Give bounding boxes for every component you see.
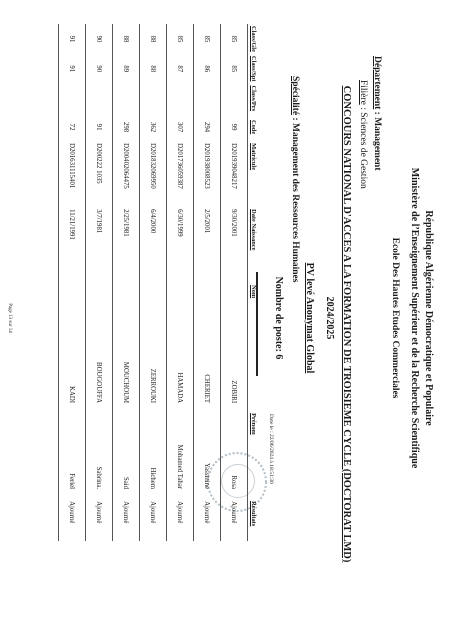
specialite-line (290, 76, 300, 282)
header-date-naissance: Date Naissance (250, 209, 257, 251)
table-row (113, 24, 140, 541)
cell-resultat: Ajourné (113, 499, 140, 541)
cell-class-spt: 87 (167, 54, 194, 84)
cell-class-gle: 85 (194, 24, 221, 54)
cell-class-prs (59, 84, 86, 114)
cell-code: 298 (113, 113, 140, 141)
cell-class-gle: 88 (140, 24, 167, 54)
table-header-row (248, 24, 265, 541)
results-table (58, 24, 264, 541)
header-resultats: Résultats (250, 501, 257, 527)
cell-class-gle: 90 (86, 24, 113, 54)
cell-resultat: Ajourné (59, 499, 86, 541)
cell-code: 294 (194, 113, 221, 141)
date-line: Date le : 22/06/2024 à 18:51:30 (268, 414, 274, 484)
cell-prenom: Said (113, 411, 140, 499)
cell-matricule: D201631115401 (59, 141, 86, 207)
cell-date-naissance: 6/30/1999 (167, 207, 194, 283)
filiere-line (358, 80, 368, 189)
cell-resultat: Ajourné (140, 499, 167, 541)
cell-class-prs (86, 84, 113, 114)
header-matricule: Matricule (250, 143, 257, 171)
cell-matricule: D201832069950 (140, 141, 167, 207)
table-row (167, 24, 194, 541)
academic-year: 2024/2025 (324, 296, 335, 340)
cell-class-prs (113, 84, 140, 114)
cell-matricule: D201736059387 (167, 141, 194, 207)
cell-class-spt: 88 (140, 54, 167, 84)
cell-class-gle: 85 (167, 24, 194, 54)
cell-class-spt: 91 (59, 54, 86, 84)
cell-resultat: Ajourné (194, 499, 221, 541)
specialite-value: : Management des Ressources Humaines (290, 117, 300, 283)
cell-prenom: Feriel (59, 411, 86, 499)
cell-nom: ZERROUKI (140, 283, 167, 411)
cell-class-gle: 85 (221, 24, 248, 54)
cell-date-naissance: 11/21/1991 (59, 207, 86, 283)
cell-class-gle: 88 (113, 24, 140, 54)
filiere-value: : Sciences de Gestion (358, 107, 368, 189)
cell-nom: ZOBIRI (221, 283, 248, 411)
ministry-heading: Ministère de l’Enseignement Supérieur et de la Recherche Scientifique (409, 167, 420, 469)
cell-class-spt: 89 (113, 54, 140, 84)
cell-class-spt: 85 (221, 54, 248, 84)
cell-matricule: D200222 1035 (86, 141, 113, 207)
cell-resultat: Ajourné (221, 499, 248, 541)
header-prenom: Prénom (250, 413, 257, 435)
cell-date-naissance: 3/7/1981 (86, 207, 113, 283)
nombre-postes: Nombre de poste: 6 (273, 276, 284, 360)
cell-code: 307 (167, 113, 194, 141)
header-class-prs: Class/Prs (250, 85, 257, 112)
page-number: Page 13 sur 14 (7, 303, 12, 333)
cell-class-spt: 90 (86, 54, 113, 84)
concours-title: CONCOURS NATIONAL D'ACCES A LA FORMATION DE TROISIEME CYCLE (DOCTORAT LMD) (341, 85, 352, 563)
departement-label: Département (372, 56, 382, 110)
cell-code: 91 (86, 113, 113, 141)
cell-class-spt: 86 (194, 54, 221, 84)
cell-resultat: Ajourné (86, 499, 113, 541)
cell-matricule: D201939048217 (221, 141, 248, 207)
cell-class-prs (221, 84, 248, 114)
cell-nom: HAMADA (167, 283, 194, 411)
table-row (86, 24, 113, 541)
cell-code: 362 (140, 113, 167, 141)
cell-class-prs (194, 84, 221, 114)
cell-date-naissance: 2/25/1981 (113, 207, 140, 283)
school-heading: Ecole Des Hautes Etudes Commerciales (390, 237, 400, 399)
header-nom: Nom (250, 285, 257, 299)
specialite-label: Spécialité (290, 76, 300, 116)
header-code: Code (250, 119, 257, 135)
table-row (221, 24, 248, 541)
cell-date-naissance: 6/4/2000 (140, 207, 167, 283)
cell-nom: MOUCHOUM (113, 283, 140, 411)
header-class-spt: Class/Spt (250, 55, 257, 82)
cell-date-naissance: 2/5/2001 (194, 207, 221, 283)
table-row (59, 24, 86, 541)
cell-nom: BOUGOUFFA (86, 283, 113, 411)
cell-prenom: Hichem (140, 411, 167, 499)
cell-code: 72 (59, 113, 86, 141)
departement-value: : Management (372, 111, 382, 171)
cell-nom: KADI (59, 283, 86, 411)
cell-prenom: Rosa (221, 411, 248, 499)
header-class-gle: Class/Gle (250, 26, 257, 52)
cell-matricule: D201938008523 (194, 141, 221, 207)
cell-prenom: Sabrina. (86, 411, 113, 499)
departement-line (372, 56, 382, 171)
filiere-label: Filière (358, 80, 368, 105)
cell-class-prs (167, 84, 194, 114)
cell-prenom: Yassmine (194, 411, 221, 499)
pv-title: PV levé Anonymat Global (304, 262, 315, 374)
cell-prenom: Mohamed Tahar (167, 411, 194, 499)
table-row (140, 24, 167, 541)
table-row (194, 24, 221, 541)
cell-class-gle: 91 (59, 24, 86, 54)
cell-matricule: D200402064475 (113, 141, 140, 207)
cell-resultat: Ajourné (167, 499, 194, 541)
cell-class-prs (140, 84, 167, 114)
republic-heading: République Algérienne Démocratique et Populaire (423, 210, 434, 426)
cell-nom: CHERIET (194, 283, 221, 411)
cell-code: 99 (221, 113, 248, 141)
cell-date-naissance: 9/30/2001 (221, 207, 248, 283)
